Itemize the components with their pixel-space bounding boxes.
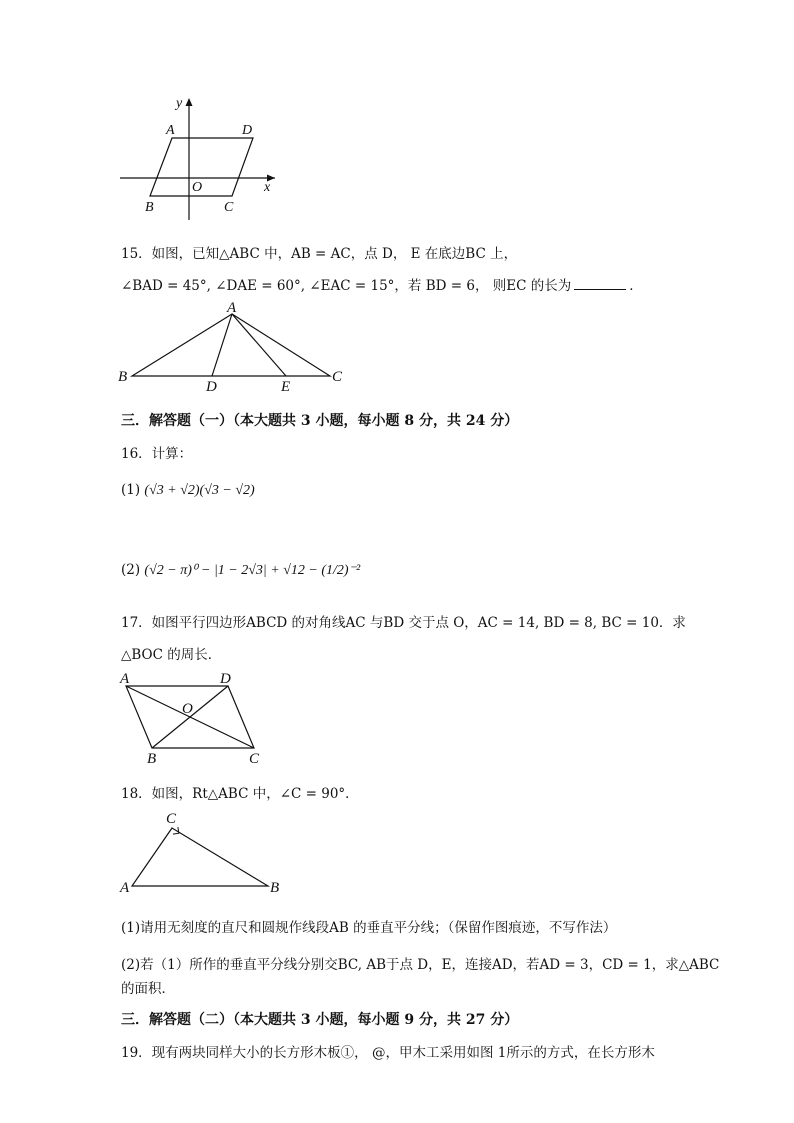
label-O: O: [192, 180, 203, 195]
fig15-triangle: [110, 300, 360, 400]
q16-part2: [121, 562, 360, 579]
q16-title: 16．计算：: [121, 446, 193, 462]
q15-line1: 15．如图，已知△ABC 中，AB = AC，点 D， E 在底边BC 上，: [121, 246, 518, 262]
label-D: D: [206, 379, 217, 395]
q18-part2-line2: 的面积．: [121, 981, 175, 997]
q15-answer-blank: [574, 279, 626, 290]
diagonal-bd: [152, 686, 228, 748]
label-B: B: [270, 880, 280, 896]
q15-line2-end: ．: [629, 278, 643, 294]
q16-part1-num: (1): [121, 482, 141, 498]
q18-part2-line1: (2)若（1）所作的垂直平分线分别交BC, AB于点 D，E，连接AD，若AD = 3，CD = 1，求△ABC: [121, 957, 720, 973]
q18-line1: 18．如图，Rt△ABC 中，∠C = 90°．: [121, 786, 359, 802]
label-y: y: [176, 96, 183, 111]
q16-part2-expr: (√2 − π)⁰ − |1 − 2√3| + √12 − (1/2)⁻²: [144, 563, 361, 578]
label-A: A: [227, 300, 237, 316]
y-axis-arrow: [186, 98, 193, 106]
label-C: C: [332, 369, 343, 385]
triangle-abc: [132, 314, 330, 376]
label-O: O: [182, 701, 193, 717]
segment-ad: [212, 314, 232, 376]
q19-line1: 19．现有两块同样大小的长方形木板①， @，甲木工采用如图 1所示的方式，在长方形木: [121, 1045, 655, 1061]
label-A: A: [120, 671, 130, 687]
fig18-right-triangle: [112, 806, 292, 898]
label-D: D: [242, 123, 253, 138]
q18-part1: (1)请用无刻度的直尺和圆规作线段AB 的垂直平分线；（保留作图痕迹，不写作法）: [121, 920, 617, 936]
label-B: B: [147, 751, 157, 767]
q15-line2: [121, 274, 643, 294]
label-A: A: [120, 880, 130, 896]
q15-line2-text: ∠BAD = 45°, ∠DAE = 60°, ∠EAC = 15°，若 BD = 6， 则EC 的长为: [121, 278, 572, 294]
label-A: A: [166, 123, 175, 138]
q17-line2: △BOC 的周长．: [121, 647, 222, 663]
triangle-abc: [132, 828, 268, 886]
section-heading-2: 三．解答题（二）（本大题共 3 小题，每小题 9 分，共 27 分）: [121, 1012, 519, 1028]
label-x: x: [264, 180, 271, 195]
fig17-parallelogram: [112, 668, 282, 770]
fig14-parallelogram-axes: [110, 92, 290, 227]
q16-part2-num: (2): [121, 562, 141, 578]
label-B: B: [145, 200, 154, 215]
label-D: D: [220, 671, 231, 687]
label-C: C: [166, 811, 177, 827]
q16-part1-expr: (√3 + √2)(√3 − √2): [144, 483, 255, 498]
label-C: C: [224, 200, 234, 215]
label-C: C: [249, 751, 260, 767]
label-B: B: [118, 369, 128, 385]
q16-part1: [121, 482, 255, 499]
segment-ae: [232, 314, 286, 376]
section-heading-1: 三．解答题（一）（本大题共 3 小题，每小题 8 分，共 24 分）: [121, 413, 519, 429]
q17-line1: 17．如图平行四边形ABCD 的对角线AC 与BD 交于点 O，AC = 14, BD = 8, BC = 10．求: [121, 615, 686, 631]
label-E: E: [281, 379, 291, 395]
